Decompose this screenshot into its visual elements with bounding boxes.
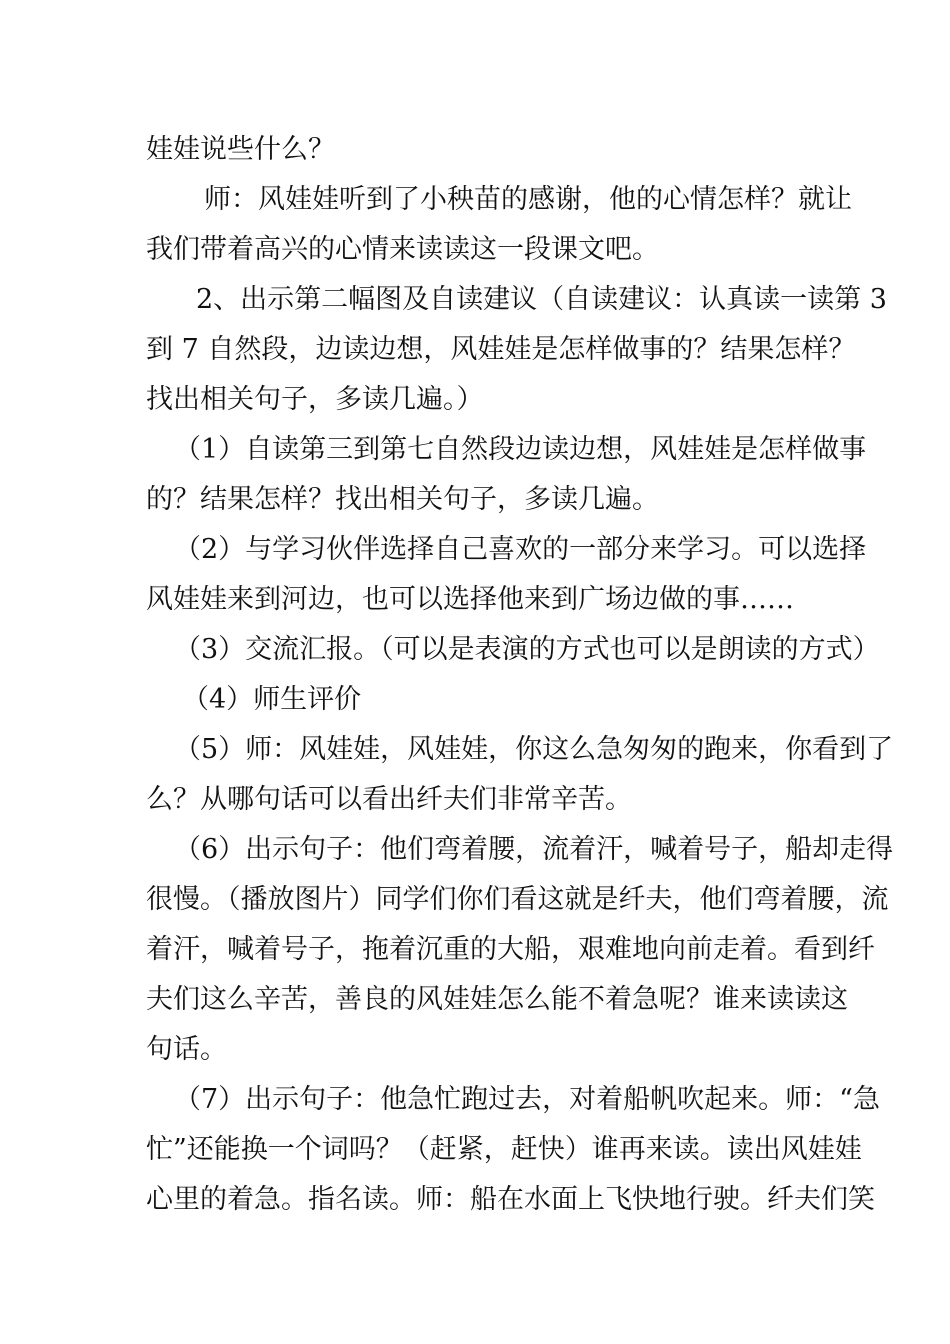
text-line-14: 么？从哪句话可以看出纤夫们非常辛苦。 [146,784,632,815]
text-line-22: 心里的着急。指名读。师：船在水面上飞快地行驶。纤夫们笑 [146,1184,875,1215]
text-line-11: （3）交流汇报。（可以是表演的方式也可以是朗读的方式） [174,634,880,665]
text-line-4: 2、出示第二幅图及自读建议（自读建议：认真读一读第 3 [196,284,887,315]
text-line-13: （5）师：风娃娃，风娃娃，你这么急匆匆的跑来，你看到了 [174,734,894,765]
text-line-10: 风娃娃来到河边，也可以选择他来到广场边做的事…… [146,584,794,615]
text-line-21: 忙”还能换一个词吗？（赶紧，赶快）谁再来读。读出风娃娃 [146,1134,862,1165]
text-line-1: 娃娃说些什么？ [146,134,335,165]
text-line-6: 找出相关句子，多读几遍。） [146,384,484,415]
text-line-9: （2）与学习伙伴选择自己喜欢的一部分来学习。可以选择 [174,534,867,565]
text-line-5: 到 7 自然段，边读边想，风娃娃是怎样做事的？结果怎样？ [146,334,856,365]
text-line-15: （6）出示句子：他们弯着腰，流着汗，喊着号子，船却走得 [174,834,894,865]
text-line-3: 我们带着高兴的心情来读读这一段课文吧。 [146,234,659,265]
text-line-16: 很慢。（播放图片）同学们你们看这就是纤夫，他们弯着腰，流 [146,884,889,915]
text-line-17: 着汗，喊着号子，拖着沉重的大船，艰难地向前走着。看到纤 [146,934,875,965]
text-line-7: （1）自读第三到第七自然段边读边想，风娃娃是怎样做事 [174,434,867,465]
text-line-8: 的？结果怎样？找出相关句子，多读几遍。 [146,484,659,515]
text-line-12: （4）师生评价 [182,684,362,715]
text-line-18: 夫们这么辛苦，善良的风娃娃怎么能不着急呢？谁来读读这 [146,984,848,1015]
text-line-2: 师：风娃娃听到了小秧苗的感谢，他的心情怎样？就让 [204,184,852,215]
text-line-20: （7）出示句子：他急忙跑过去，对着船帆吹起来。师：“急 [174,1084,880,1115]
text-line-19: 句话。 [146,1034,227,1065]
